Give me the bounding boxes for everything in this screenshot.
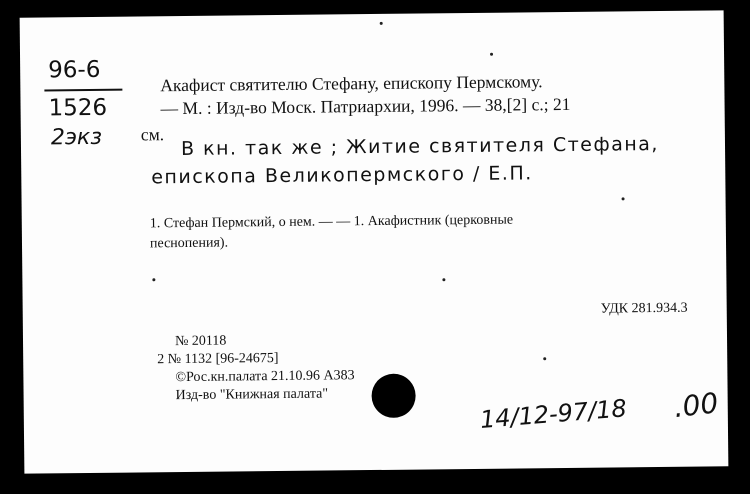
udk-classification: УДК 281.934.3 [600, 300, 688, 317]
subject-headings-line-2: песнопения). [149, 235, 229, 252]
copies-note: 2экз [50, 124, 103, 151]
speck [442, 278, 445, 281]
shelf-mark-top: 96-6 [48, 56, 101, 84]
punch-hole [371, 374, 415, 418]
speck [543, 357, 546, 360]
speck [490, 53, 493, 56]
size-unit: см. [140, 124, 165, 145]
handwritten-price: .00 [671, 386, 721, 425]
handwritten-note-line-2: епископа Великопермского / Е.П. [151, 162, 533, 189]
shelf-mark-bottom: 1526 [48, 94, 108, 122]
record-number-4: Изд-во "Книжная палата" [175, 386, 329, 404]
book-title: Акафист святителю Стефану, епископу Пермскому. [160, 71, 543, 96]
shelf-mark-divider [44, 89, 122, 92]
publication-info: — М. : Изд-во Моск. Патриархии, 1996. — 38,[2] с.; 21 [160, 93, 571, 119]
handwritten-note-line-1: В кн. так же ; Житие святителя Стефана, [180, 133, 660, 161]
subject-headings-line-1: 1. Стефан Пермский, о нем. — — 1. Акафистник (церковные [149, 212, 514, 232]
record-number-1: № 20118 [174, 333, 227, 350]
speck [622, 197, 625, 200]
record-number-2: 2 № 1132 [96-24675] [157, 351, 279, 368]
speck [152, 278, 155, 281]
speck [380, 22, 383, 25]
record-number-3: ©Рос.кн.палата 21.10.96 А383 [175, 368, 355, 386]
catalog-card [20, 10, 729, 473]
handwritten-inventory-number: 14/12-97/18 [478, 394, 628, 434]
